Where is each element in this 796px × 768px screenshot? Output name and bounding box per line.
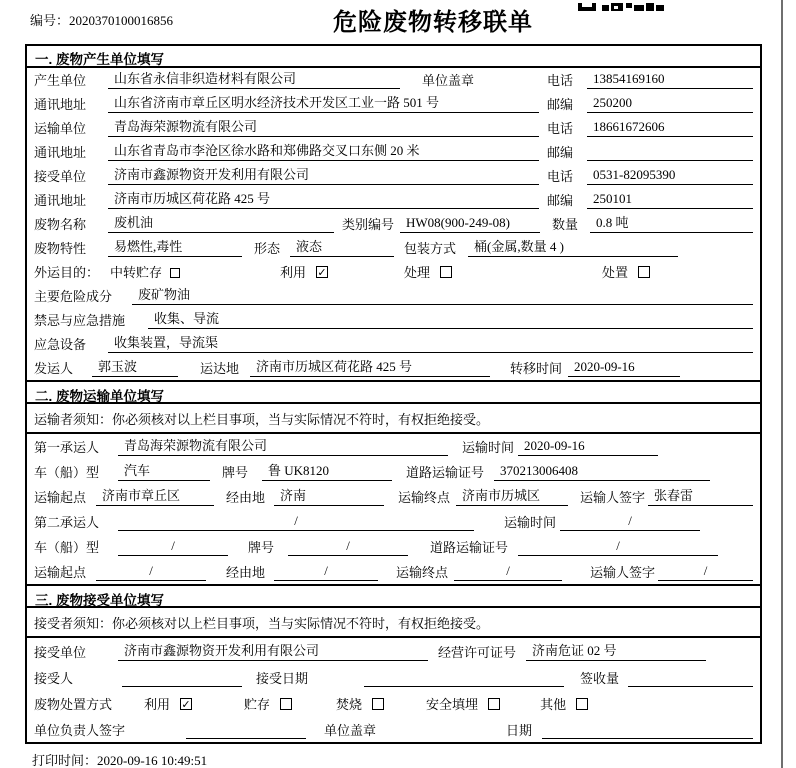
date-label: 日期 xyxy=(506,723,533,738)
receive-address-value: 济南市历城区荷花路 425 号 xyxy=(108,188,539,209)
option-incinerate-label: 焚烧 xyxy=(336,697,363,712)
transport-company-value: 青岛海荣源物流有限公司 xyxy=(108,116,539,137)
accept-date-value xyxy=(364,670,564,687)
field-row-receive-address xyxy=(27,188,760,212)
packaging-value: 桶(金属,数量 4 ) xyxy=(468,236,678,257)
category-code-label: 类别编号 xyxy=(342,217,395,232)
emergency-label: 禁忌与应急措施 xyxy=(34,313,126,328)
vehicle-type-label: 车（船）型 xyxy=(34,540,100,555)
field-row-vehicle1 xyxy=(27,459,760,484)
seal-label: 单位盖章 xyxy=(422,73,475,88)
producer-address-value: 山东省济南市章丘区明水经济技术开发区工业一路 501 号 xyxy=(108,92,539,113)
field-row-disposal xyxy=(27,690,760,716)
field-row-signoff xyxy=(27,716,760,742)
route-end-value: / xyxy=(454,563,562,581)
state-value: 液态 xyxy=(290,236,394,257)
section1-title: 一. 废物产生单位填写 xyxy=(27,46,760,68)
field-row-emergency xyxy=(27,308,760,332)
vehicle-type-value: 汽车 xyxy=(118,460,210,481)
equipment-value: 收集装置，导流渠 xyxy=(108,332,753,353)
option-treat-label: 处理 xyxy=(404,265,431,280)
zip-label: 邮编 xyxy=(547,193,574,208)
carrier2-value: / xyxy=(118,513,474,531)
seal-label: 单位盖章 xyxy=(324,723,377,738)
transport-address-value: 山东省青岛市李沧区徐水路和郑佛路交叉口东侧 20 米 xyxy=(108,140,539,161)
plate-value: 鲁 UK8120 xyxy=(262,460,392,481)
scan-edge-line xyxy=(781,0,783,768)
checkbox-store xyxy=(280,698,292,710)
phone-label: 电话 xyxy=(547,169,574,184)
transfer-time-value: 2020-09-16 xyxy=(568,359,680,377)
transport-time-label: 运输时间 xyxy=(504,515,557,530)
form-wrapper xyxy=(25,44,762,768)
responsible-sign-value xyxy=(186,722,306,739)
zip-label: 邮编 xyxy=(547,145,574,160)
destination-label: 运达地 xyxy=(200,361,240,376)
print-time-line xyxy=(25,750,762,768)
checkbox-dispose xyxy=(638,266,650,278)
route-end-label: 运输终点 xyxy=(396,565,449,580)
producer-label: 产生单位 xyxy=(34,73,87,88)
receive-company-label: 接受单位 xyxy=(34,169,87,184)
option-utilize-label: 利用 xyxy=(144,697,171,712)
field-row-producer-address xyxy=(27,92,760,116)
field-row-waste-traits xyxy=(27,236,760,260)
section2-notice: 运输者须知：你必须核对以上栏目事项，当与实际情况不符时，有权拒绝接受。 xyxy=(27,404,760,434)
route-via-label: 经由地 xyxy=(226,565,266,580)
producer-value: 山东省永信非织造材料有限公司 xyxy=(108,68,400,89)
checkbox-landfill xyxy=(488,698,500,710)
license-value: 济南危证 02 号 xyxy=(526,640,706,661)
road-cert-value: / xyxy=(518,538,718,556)
field-row-producer xyxy=(27,68,760,92)
dispatcher-label: 发运人 xyxy=(34,361,74,376)
field-row-purpose xyxy=(27,260,760,284)
page-title: 危险废物转移联单 xyxy=(333,9,533,36)
field-row-vehicle2 xyxy=(27,534,760,559)
field-row-transport-company xyxy=(27,116,760,140)
route-start-value: / xyxy=(96,563,206,581)
checkbox-treat xyxy=(440,266,452,278)
receive-zip-value: 250101 xyxy=(587,191,753,209)
received-qty-label: 签收量 xyxy=(580,671,620,686)
vehicle-type-label: 车（船）型 xyxy=(34,465,100,480)
packaging-label: 包装方式 xyxy=(404,241,457,256)
carrier-sign-label: 运输人签字 xyxy=(590,565,656,580)
field-row-acceptor xyxy=(27,664,760,690)
checkbox-transfer-storage xyxy=(170,268,180,278)
section2-title: 二. 废物运输单位填写 xyxy=(27,380,760,404)
checkbox-other xyxy=(576,698,588,710)
destination-value: 济南市历城区荷花路 425 号 xyxy=(250,356,490,377)
serial-number: 2020370100016856 xyxy=(69,13,174,28)
field-row-receive-unit xyxy=(27,638,760,664)
carrier-sign-value: / xyxy=(658,563,753,581)
dispatcher-value: 郭玉波 xyxy=(92,356,178,377)
checkbox-utilize: ✓ xyxy=(181,698,191,711)
field-row-carrier1 xyxy=(27,434,760,459)
received-qty-value xyxy=(628,670,753,687)
field-row-route1 xyxy=(27,484,760,509)
carrier-sign-label: 运输人签字 xyxy=(580,490,646,505)
route-start-label: 运输起点 xyxy=(34,565,87,580)
field-row-route2 xyxy=(27,559,760,584)
field-row-dispatch xyxy=(27,356,760,380)
waste-traits-label: 废物特性 xyxy=(34,241,87,256)
option-transfer-storage-label: 中转贮存 xyxy=(110,265,163,280)
carrier2-label: 第二承运人 xyxy=(34,515,100,530)
serial-label: 编号： xyxy=(30,13,70,28)
purpose-label: 外运目的： xyxy=(34,265,100,280)
hazard-label: 主要危险成分 xyxy=(34,289,113,304)
section3-notice: 接受者须知：你必须核对以上栏目事项，当与实际情况不符时，有权拒绝接受。 xyxy=(27,608,760,638)
carrier1-value: 青岛海荣源物流有限公司 xyxy=(118,435,448,456)
phone-label: 电话 xyxy=(547,121,574,136)
address-label: 通讯地址 xyxy=(34,145,87,160)
route-end-value: 济南市历城区 xyxy=(456,485,568,506)
waste-name-value: 废机油 xyxy=(108,212,334,233)
receive-company-value: 济南市鑫源物资开发利用有限公司 xyxy=(108,164,539,185)
waste-name-label: 废物名称 xyxy=(34,217,87,232)
producer-zip-value: 250200 xyxy=(587,95,753,113)
field-row-receive-company xyxy=(27,164,760,188)
checkbox-utilize: ✓ xyxy=(317,266,327,279)
field-row-equipment xyxy=(27,332,760,356)
print-time-value: 2020-09-16 10:49:51 xyxy=(97,753,208,768)
plate-label: 牌号 xyxy=(248,540,275,555)
route-via-label: 经由地 xyxy=(226,490,266,505)
section3-title: 三. 废物接受单位填写 xyxy=(27,584,760,608)
acceptor-label: 接受人 xyxy=(34,671,74,686)
transfer-time-label: 转移时间 xyxy=(510,361,563,376)
transport-phone-value: 18661672606 xyxy=(587,119,753,137)
disposal-label: 废物处置方式 xyxy=(34,697,113,712)
vehicle-type-value: / xyxy=(118,538,228,556)
field-row-waste-name xyxy=(27,212,760,236)
accept-date-label: 接受日期 xyxy=(256,671,309,686)
transport-zip-value xyxy=(587,144,753,161)
road-cert-label: 道路运输证号 xyxy=(430,540,509,555)
field-row-carrier2 xyxy=(27,509,760,534)
route-via-value: 济南 xyxy=(274,485,384,506)
form-border-box xyxy=(25,44,762,744)
option-landfill-label: 安全填埋 xyxy=(426,697,479,712)
quantity-value: 0.8 吨 xyxy=(590,212,753,233)
option-dispose-label: 处置 xyxy=(602,265,629,280)
carrier-sign-value: 张春雷 xyxy=(648,485,753,506)
equipment-label: 应急设备 xyxy=(34,337,87,352)
checkbox-incinerate xyxy=(372,698,384,710)
zip-label: 邮编 xyxy=(547,97,574,112)
quantity-label: 数量 xyxy=(552,217,579,232)
carrier1-time-value: 2020-09-16 xyxy=(518,438,658,456)
receive-phone-value: 0531-82095390 xyxy=(587,167,753,185)
road-cert-value: 370213006408 xyxy=(494,463,710,481)
transport-company-label: 运输单位 xyxy=(34,121,87,136)
route-start-value: 济南市章丘区 xyxy=(96,485,214,506)
serial-number-line xyxy=(30,10,173,29)
emergency-value: 收集、导流 xyxy=(148,308,753,329)
license-label: 经营许可证号 xyxy=(438,645,517,660)
producer-phone-value: 13854169160 xyxy=(587,71,753,89)
option-utilize-label: 利用 xyxy=(280,265,307,280)
option-store-label: 贮存 xyxy=(244,697,271,712)
responsible-sign-label: 单位负责人签字 xyxy=(34,723,126,738)
carrier2-time-value: / xyxy=(560,513,700,531)
field-row-transport-address xyxy=(27,140,760,164)
option-other-label: 其他 xyxy=(540,697,567,712)
route-via-value: / xyxy=(274,563,378,581)
phone-label: 电话 xyxy=(547,73,574,88)
transport-time-label: 运输时间 xyxy=(462,440,515,455)
date-value xyxy=(542,722,753,739)
address-label: 通讯地址 xyxy=(34,193,87,208)
hazard-value: 废矿物油 xyxy=(132,284,753,305)
receive-unit-value: 济南市鑫源物资开发利用有限公司 xyxy=(118,640,428,661)
receive-unit-label: 接受单位 xyxy=(34,645,87,660)
plate-value: / xyxy=(288,538,408,556)
route-start-label: 运输起点 xyxy=(34,490,87,505)
print-time-label: 打印时间： xyxy=(32,753,98,768)
field-row-hazard xyxy=(27,284,760,308)
carrier1-label: 第一承运人 xyxy=(34,440,100,455)
road-cert-label: 道路运输证号 xyxy=(406,465,485,480)
address-label: 通讯地址 xyxy=(34,97,87,112)
route-end-label: 运输终点 xyxy=(398,490,451,505)
plate-label: 牌号 xyxy=(222,465,249,480)
category-code-value: HW08(900-249-08) xyxy=(400,215,540,233)
acceptor-value xyxy=(122,670,242,687)
state-label: 形态 xyxy=(254,241,281,256)
qr-code-fragment-icon xyxy=(578,0,664,16)
waste-traits-value: 易燃性,毒性 xyxy=(108,236,242,257)
